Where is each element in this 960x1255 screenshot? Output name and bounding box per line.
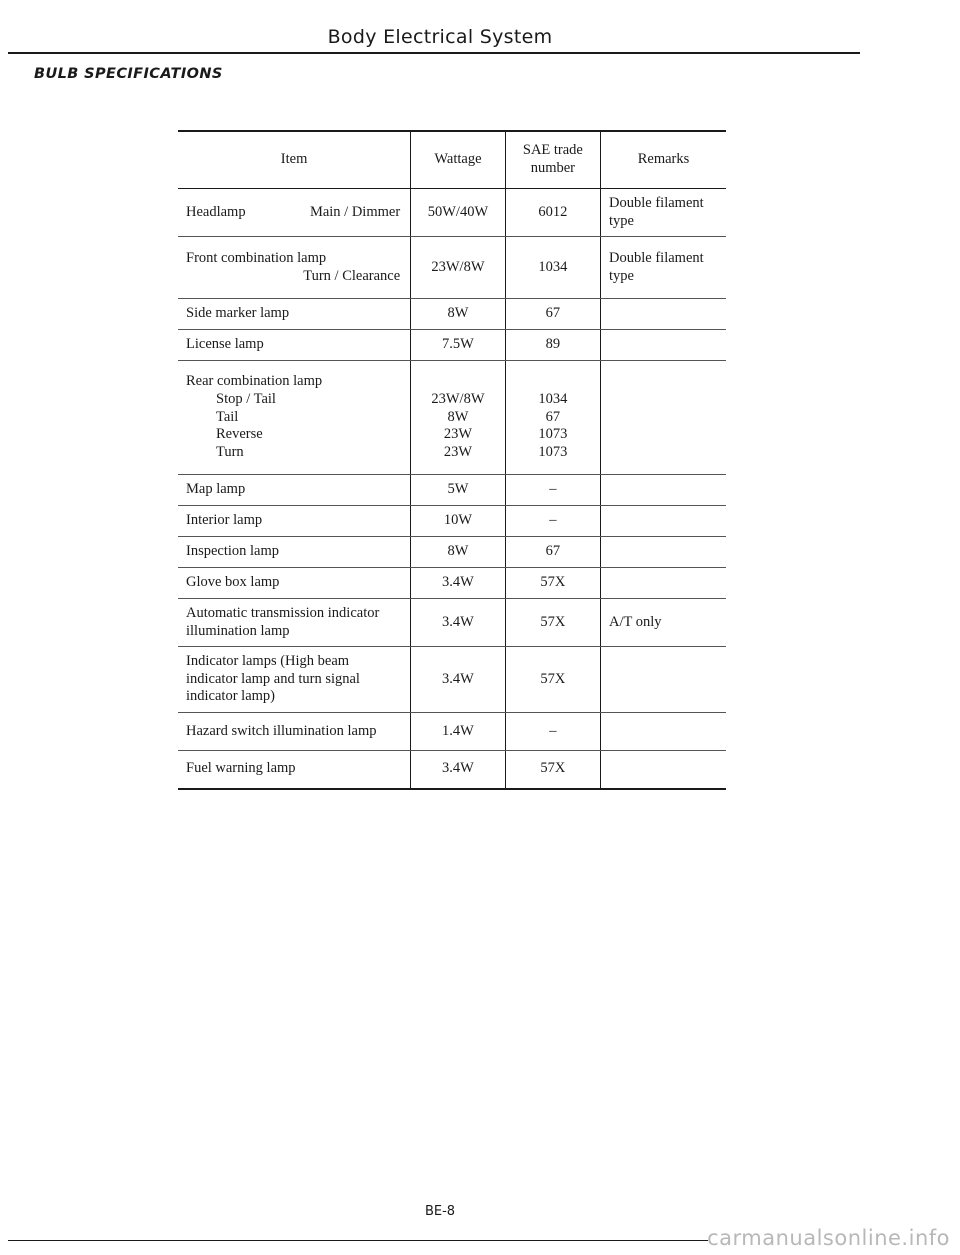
cell-sae-number <box>505 599 600 647</box>
sae-value: – <box>549 722 557 739</box>
bulb-spec-table <box>178 130 726 790</box>
cell-sae-number <box>505 299 600 330</box>
item-name: Interior lamp <box>186 512 263 529</box>
item-sub-line: Stop / Tail <box>216 390 276 407</box>
cell-wattage <box>411 537 506 568</box>
cell-spacer <box>411 373 505 391</box>
remarks-line: Double filament <box>609 194 704 211</box>
sae-value: 67 <box>545 543 561 560</box>
wattage-value: 3.4W <box>442 574 474 591</box>
item-line: illumination lamp <box>186 622 290 639</box>
cell-sae-number <box>505 475 600 506</box>
cell-wattage <box>411 647 506 713</box>
sae-value: 1034 <box>538 390 568 407</box>
wattage-value: 7.5W <box>442 336 474 353</box>
wattage-value: 3.4W <box>442 760 474 777</box>
cell-sae-number <box>505 189 600 237</box>
cell-item <box>178 330 411 361</box>
sae-value: – <box>549 512 557 529</box>
table-row <box>178 189 726 237</box>
cell-remarks <box>601 568 726 599</box>
sae-value: 57X <box>540 670 566 687</box>
sae-value: 1073 <box>538 444 568 461</box>
table-row <box>178 475 726 506</box>
sae-value: 1034 <box>538 258 568 275</box>
sae-value: 6012 <box>538 203 568 220</box>
item-name: License lamp <box>186 336 264 353</box>
cell-wattage <box>411 237 506 299</box>
item-name: Side marker lamp <box>186 305 290 322</box>
cell-remarks <box>601 237 726 299</box>
sae-value: 67 <box>545 305 561 322</box>
wattage-value: 8W <box>447 305 469 322</box>
sae-value: 1073 <box>538 426 568 443</box>
cell-item <box>178 189 411 237</box>
table-row <box>178 568 726 599</box>
remarks-line: A/T only <box>609 613 662 630</box>
sae-value: 57X <box>540 574 566 591</box>
cell-item <box>178 568 411 599</box>
item-name: Fuel warning lamp <box>186 760 296 777</box>
cell-item <box>178 751 411 789</box>
remarks-line: Double filament <box>609 249 704 266</box>
item-name: Rear combination lamp <box>186 373 323 390</box>
cell-wattage <box>411 568 506 599</box>
wattage-value: 23W/8W <box>431 390 485 407</box>
cell-item <box>178 713 411 751</box>
bulb-spec-table-wrap <box>178 130 726 790</box>
col-header-wattage: Wattage <box>411 131 506 189</box>
page-number: BE-8 <box>424 1204 456 1219</box>
cell-wattage <box>411 361 506 475</box>
item-sub-line: Turn <box>216 444 244 461</box>
wattage-value: 23W <box>443 426 473 443</box>
item-line: indicator lamp and turn signal <box>186 670 360 687</box>
cell-remarks <box>601 299 726 330</box>
item-line: indicator lamp) <box>186 688 275 705</box>
col-header-sae-line: SAE trade <box>522 142 583 159</box>
cell-remarks <box>601 475 726 506</box>
wattage-value: 23W <box>443 444 473 461</box>
cell-wattage <box>411 189 506 237</box>
item-name: Glove box lamp <box>186 574 280 591</box>
cell-item <box>178 361 411 475</box>
table-row <box>178 713 726 751</box>
cell-wattage <box>411 506 506 537</box>
wattage-value: 3.4W <box>442 613 474 630</box>
cell-remarks <box>601 751 726 789</box>
item-sub-line: Tail <box>216 408 239 425</box>
cell-sae-number <box>505 237 600 299</box>
cell-remarks <box>601 537 726 568</box>
table-row <box>178 599 726 647</box>
cell-sae-number <box>505 647 600 713</box>
cell-item <box>178 299 411 330</box>
sae-value: 67 <box>545 408 561 425</box>
cell-item <box>178 475 411 506</box>
cell-spacer <box>506 373 600 391</box>
item-name: Map lamp <box>186 481 246 498</box>
cell-sae-number <box>505 751 600 789</box>
cell-sae-number <box>505 568 600 599</box>
col-header-sae <box>505 131 600 189</box>
wattage-value: 23W/8W <box>431 258 485 275</box>
cell-wattage <box>411 299 506 330</box>
page-header-title: Body Electrical System <box>327 26 553 48</box>
table-row <box>178 537 726 568</box>
wattage-value: 50W/40W <box>427 203 489 220</box>
wattage-value: 10W <box>443 512 473 529</box>
cell-remarks <box>601 189 726 237</box>
cell-wattage <box>411 751 506 789</box>
cell-wattage <box>411 330 506 361</box>
table-row <box>178 751 726 789</box>
cell-item <box>178 599 411 647</box>
item-line: Indicator lamps (High beam <box>186 652 350 669</box>
cell-sae-number <box>505 361 600 475</box>
section-title: BULB SPECIFICATIONS <box>34 66 223 82</box>
remarks-line: type <box>609 267 634 284</box>
wattage-value: 1.4W <box>442 722 474 739</box>
sae-value: 57X <box>540 760 566 777</box>
cell-item <box>178 237 411 299</box>
cell-item <box>178 537 411 568</box>
cell-remarks <box>601 361 726 475</box>
table-header-row <box>178 131 726 189</box>
remarks-line: type <box>609 212 634 229</box>
item-sub-line: Reverse <box>216 426 263 443</box>
wattage-value: 8W <box>447 408 469 425</box>
table-row <box>178 237 726 299</box>
cell-wattage <box>411 713 506 751</box>
sae-value: – <box>549 481 557 498</box>
watermark-text: carmanualsonline.info <box>707 1226 950 1250</box>
header-rule <box>8 52 860 54</box>
wattage-value: 5W <box>447 481 469 498</box>
col-header-remarks: Remarks <box>601 131 726 189</box>
cell-remarks <box>601 647 726 713</box>
cell-sae-number <box>505 330 600 361</box>
sae-value: 89 <box>545 336 561 353</box>
cell-remarks <box>601 506 726 537</box>
item-line: Automatic transmission indicator <box>186 604 380 621</box>
table-row <box>178 330 726 361</box>
cell-sae-number <box>505 506 600 537</box>
col-header-sae-line: number <box>530 160 576 176</box>
cell-remarks <box>601 713 726 751</box>
cell-item <box>178 506 411 537</box>
cell-remarks <box>601 599 726 647</box>
cell-wattage <box>411 475 506 506</box>
cell-wattage <box>411 599 506 647</box>
cell-item <box>178 647 411 713</box>
table-body <box>178 189 726 789</box>
wattage-value: 3.4W <box>442 670 474 687</box>
cell-remarks <box>601 330 726 361</box>
table-row <box>178 361 726 475</box>
item-subtype: Turn / Clearance <box>303 267 401 284</box>
item-subtype: Main / Dimmer <box>309 203 401 220</box>
table-row <box>178 647 726 713</box>
col-header-item: Item <box>178 131 411 189</box>
item-name: Hazard switch illumination lamp <box>186 722 377 739</box>
table-row <box>178 506 726 537</box>
cell-sae-number <box>505 537 600 568</box>
item-name: Headlamp <box>186 203 246 220</box>
footer-rule <box>8 1240 708 1241</box>
table-row <box>178 299 726 330</box>
wattage-value: 8W <box>447 543 469 560</box>
item-name: Inspection lamp <box>186 543 280 560</box>
item-name: Front combination lamp <box>186 249 327 266</box>
sae-value: 57X <box>540 613 566 630</box>
cell-sae-number <box>505 713 600 751</box>
